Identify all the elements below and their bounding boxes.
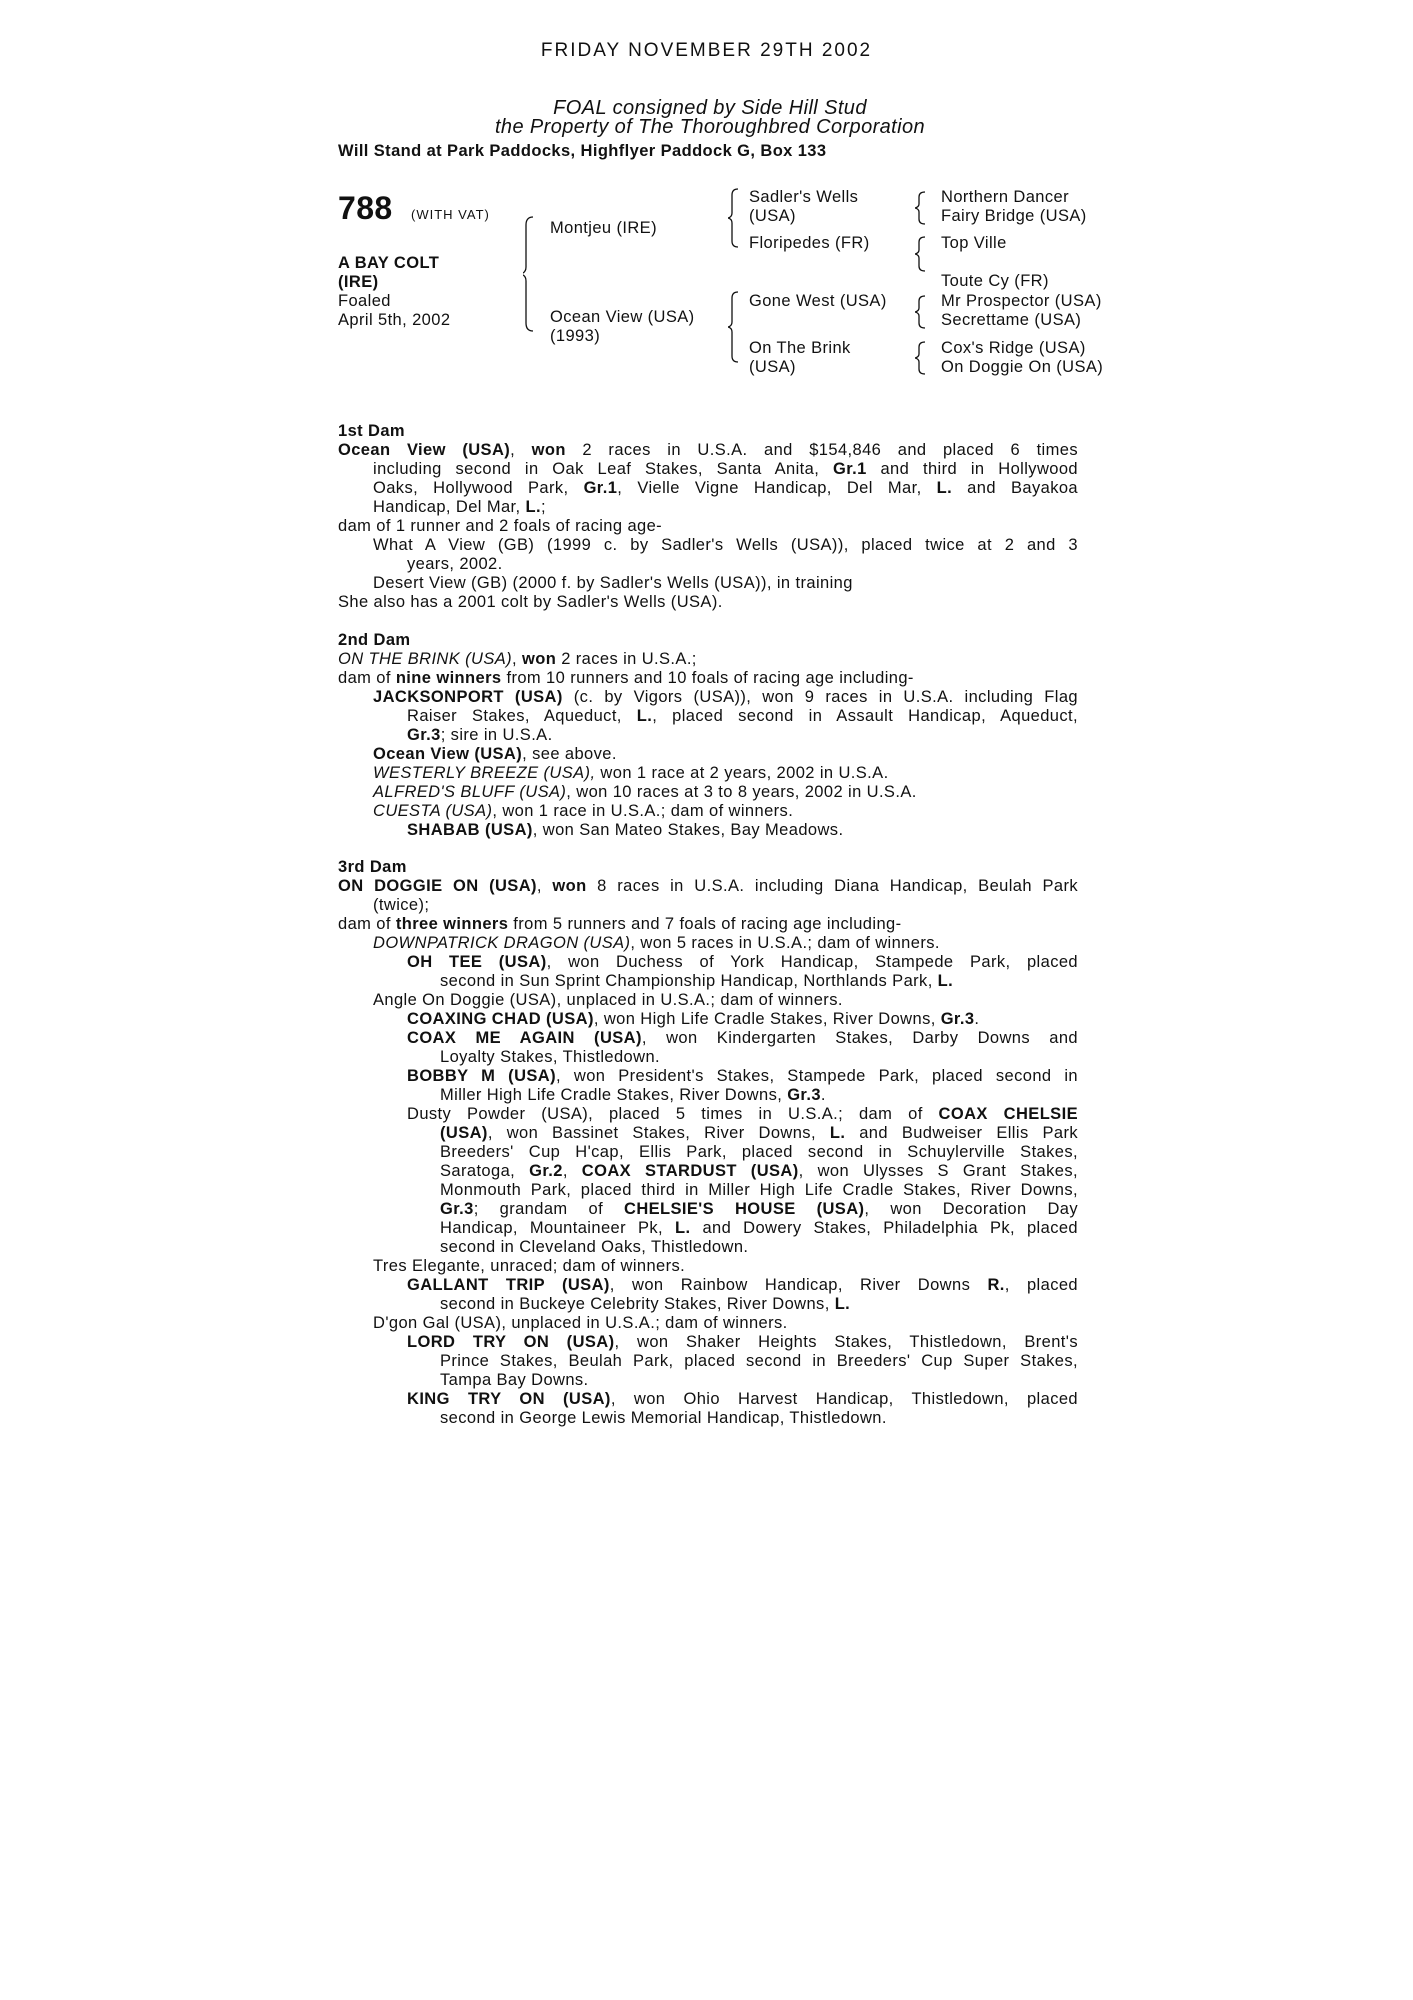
vat-note: (WITH VAT) <box>411 207 490 222</box>
jacksonport-line2: Raiser Stakes, Aqueduct, L., placed second in Assault Handicap, Aqueduct, <box>407 707 1078 725</box>
sd-name: Floripedes (FR) <box>749 234 870 252</box>
dusty-powder-line2: (USA), won Bassinet Stakes, River Downs, L. and Budweiser Ellis Park <box>440 1124 1079 1142</box>
third-dam-damof: dam of three winners from 5 runners and 7 foals of racing age including- <box>338 915 902 933</box>
dam-name: Ocean View (USA) <box>550 308 695 326</box>
alfreds-bluff: ALFRED'S BLUFF (USA), won 10 races at 3 to 8 years, 2002 in U.S.A. <box>373 783 917 801</box>
downpatrick-dragon: DOWNPATRICK DRAGON (USA), won 5 races in U.S.A.; dam of winners. <box>373 934 940 952</box>
foaled-date: April 5th, 2002 <box>338 311 451 329</box>
lot-description: A BAY COLT <box>338 254 440 272</box>
sire-dam-bracket <box>523 215 543 333</box>
dusty-powder-line7: Handicap, Mountaineer Pk, L. and Dowery Stakes, Philadelphia Pk, placed <box>440 1219 1078 1237</box>
first-dam-also: She also has a 2001 colt by Sadler's Wells (USA). <box>338 593 723 611</box>
gallant-trip-line2: second in Buckeye Celebrity Stakes, River Downs, L. <box>440 1295 851 1313</box>
progeny-desert-view: Desert View (GB) (2000 f. by Sadler's Wells (USA)), in training <box>373 574 853 592</box>
dusty-powder-line6: Gr.3; grandam of CHELSIE'S HOUSE (USA), won Decoration Day <box>440 1200 1079 1218</box>
sds-name: Top Ville <box>941 234 1007 252</box>
dss-name: Mr Prospector (USA) <box>941 292 1102 310</box>
foaled-label: Foaled <box>338 292 391 310</box>
second-dam-heading: 2nd Dam <box>338 631 411 649</box>
dds-name: Cox's Ridge (USA) <box>941 339 1086 357</box>
tres-elegante: Tres Elegante, unraced; dam of winners. <box>373 1257 686 1275</box>
westerly-breeze: WESTERLY BREEZE (USA), won 1 race at 2 years, 2002 in U.S.A. <box>373 764 889 782</box>
dusty-powder-line3: Breeders' Cup H'cap, Ellis Park, placed second in Schuylerville Stakes, <box>440 1143 1078 1161</box>
ss-bracket <box>915 190 929 226</box>
shabab: SHABAB (USA), won San Mateo Stakes, Bay Meadows. <box>407 821 844 839</box>
ssd-name: Fairy Bridge (USA) <box>941 207 1087 225</box>
coax-me-again-line2: Loyalty Stakes, Thistledown. <box>440 1048 661 1066</box>
gallant-trip-line1: GALLANT TRIP (USA), won Rainbow Handicap, River Downs R., placed <box>407 1276 1078 1294</box>
first-dam-line4: Handicap, Del Mar, L.; <box>373 498 546 516</box>
stand-location: Will Stand at Park Paddocks, Highflyer Paddock G, Box 133 <box>338 142 827 160</box>
dsd-name: Secrettame (USA) <box>941 311 1082 329</box>
dusty-powder-line5: Monmouth Park, placed third in Miller High Life Cradle Stakes, River Downs, <box>440 1181 1078 1199</box>
property-line: the Property of The Thoroughbred Corporation <box>494 116 926 138</box>
coaxing-chad: COAXING CHAD (USA), won High Life Cradle Stakes, River Downs, Gr.3. <box>407 1010 980 1028</box>
sd-bracket <box>915 235 929 273</box>
ds-name: Gone West (USA) <box>749 292 887 310</box>
first-dam-line2: including second in Oak Leaf Stakes, Santa Anita, Gr.1 and third in Hollywood <box>373 460 1078 478</box>
sire-name: Montjeu (IRE) <box>550 219 657 237</box>
lot-country: (IRE) <box>338 273 379 291</box>
ocean-view-ref: Ocean View (USA), see above. <box>373 745 617 763</box>
progeny-what-a-view: What A View (GB) (1999 c. by Sadler's Wells (USA)), placed twice at 2 and 3 <box>373 536 1078 554</box>
ss-name-country: (USA) <box>749 207 796 225</box>
third-dam-line2: (twice); <box>373 896 430 914</box>
coax-me-again-line1: COAX ME AGAIN (USA), won Kindergarten Stakes, Darby Downs and <box>407 1029 1078 1047</box>
angle-on-doggie: Angle On Doggie (USA), unplaced in U.S.A.; dam of winners. <box>373 991 843 1009</box>
king-try-on-line1: KING TRY ON (USA), won Ohio Harvest Handicap, Thistledown, placed <box>407 1390 1078 1408</box>
dam-year: (1993) <box>550 327 601 345</box>
jacksonport-line3: Gr.3; sire in U.S.A. <box>407 726 553 744</box>
sss-name: Northern Dancer <box>941 188 1069 206</box>
oh-tee-line2: second in Sun Sprint Championship Handicap, Northlands Park, L. <box>440 972 954 990</box>
lot-number: 788 <box>338 190 393 226</box>
dgon-gal: D'gon Gal (USA), unplaced in U.S.A.; dam of winners. <box>373 1314 788 1332</box>
first-dam-line1: Ocean View (USA), won 2 races in U.S.A. and $154,846 and placed 6 times <box>338 441 1078 459</box>
ss-name: Sadler's Wells <box>749 188 859 206</box>
lord-try-on-line1: LORD TRY ON (USA), won Shaker Heights Stakes, Thistledown, Brent's <box>407 1333 1078 1351</box>
lord-try-on-line3: Tampa Bay Downs. <box>440 1371 589 1389</box>
sire-bracket <box>728 187 744 249</box>
second-dam-damof: dam of nine winners from 10 runners and 10 foals of racing age including- <box>338 669 914 687</box>
first-dam-heading: 1st Dam <box>338 422 405 440</box>
dd-bracket <box>915 340 929 376</box>
progeny-what-a-view-cont: years, 2002. <box>407 555 503 573</box>
dam-bracket <box>728 290 744 364</box>
first-dam-line3: Oaks, Hollywood Park, Gr.1, Vielle Vigne Handicap, Del Mar, L. and Bayakoa <box>373 479 1079 497</box>
third-dam-line1: ON DOGGIE ON (USA), won 8 races in U.S.A. including Diana Handicap, Beulah Park <box>338 877 1079 895</box>
jacksonport-line1: JACKSONPORT (USA) (c. by Vigors (USA)), won 9 races in U.S.A. including Flag <box>373 688 1078 706</box>
king-try-on-line2: second in George Lewis Memorial Handicap, Thistledown. <box>440 1409 887 1427</box>
dd-name-country: (USA) <box>749 358 796 376</box>
second-dam-line1: ON THE BRINK (USA), won 2 races in U.S.A.; <box>338 650 697 668</box>
ddd-name: On Doggie On (USA) <box>941 358 1104 376</box>
cuesta: CUESTA (USA), won 1 race in U.S.A.; dam of winners. <box>373 802 794 820</box>
sale-date: FRIDAY NOVEMBER 29TH 2002 <box>540 40 873 61</box>
third-dam-heading: 3rd Dam <box>338 858 407 876</box>
oh-tee-line1: OH TEE (USA), won Duchess of York Handicap, Stampede Park, placed <box>407 953 1078 971</box>
dusty-powder-line1: Dusty Powder (USA), placed 5 times in U.S.A.; dam of COAX CHELSIE <box>407 1105 1078 1123</box>
dusty-powder-line4: Saratoga, Gr.2, COAX STARDUST (USA), won Ulysses S Grant Stakes, <box>440 1162 1078 1180</box>
ds-bracket <box>915 294 929 330</box>
bobby-m-line2: Miller High Life Cradle Stakes, River Downs, Gr.3. <box>440 1086 826 1104</box>
bobby-m-line1: BOBBY M (USA), won President's Stakes, Stampede Park, placed second in <box>407 1067 1078 1085</box>
first-dam-damof: dam of 1 runner and 2 foals of racing age- <box>338 517 663 535</box>
dd-name: On The Brink <box>749 339 851 357</box>
dusty-powder-line8: second in Cleveland Oaks, Thistledown. <box>440 1238 749 1256</box>
sdd-name: Toute Cy (FR) <box>941 272 1049 290</box>
consignor-line: FOAL consigned by Side Hill Stud <box>553 97 867 119</box>
lord-try-on-line2: Prince Stakes, Beulah Park, placed second in Breeders' Cup Super Stakes, <box>440 1352 1078 1370</box>
